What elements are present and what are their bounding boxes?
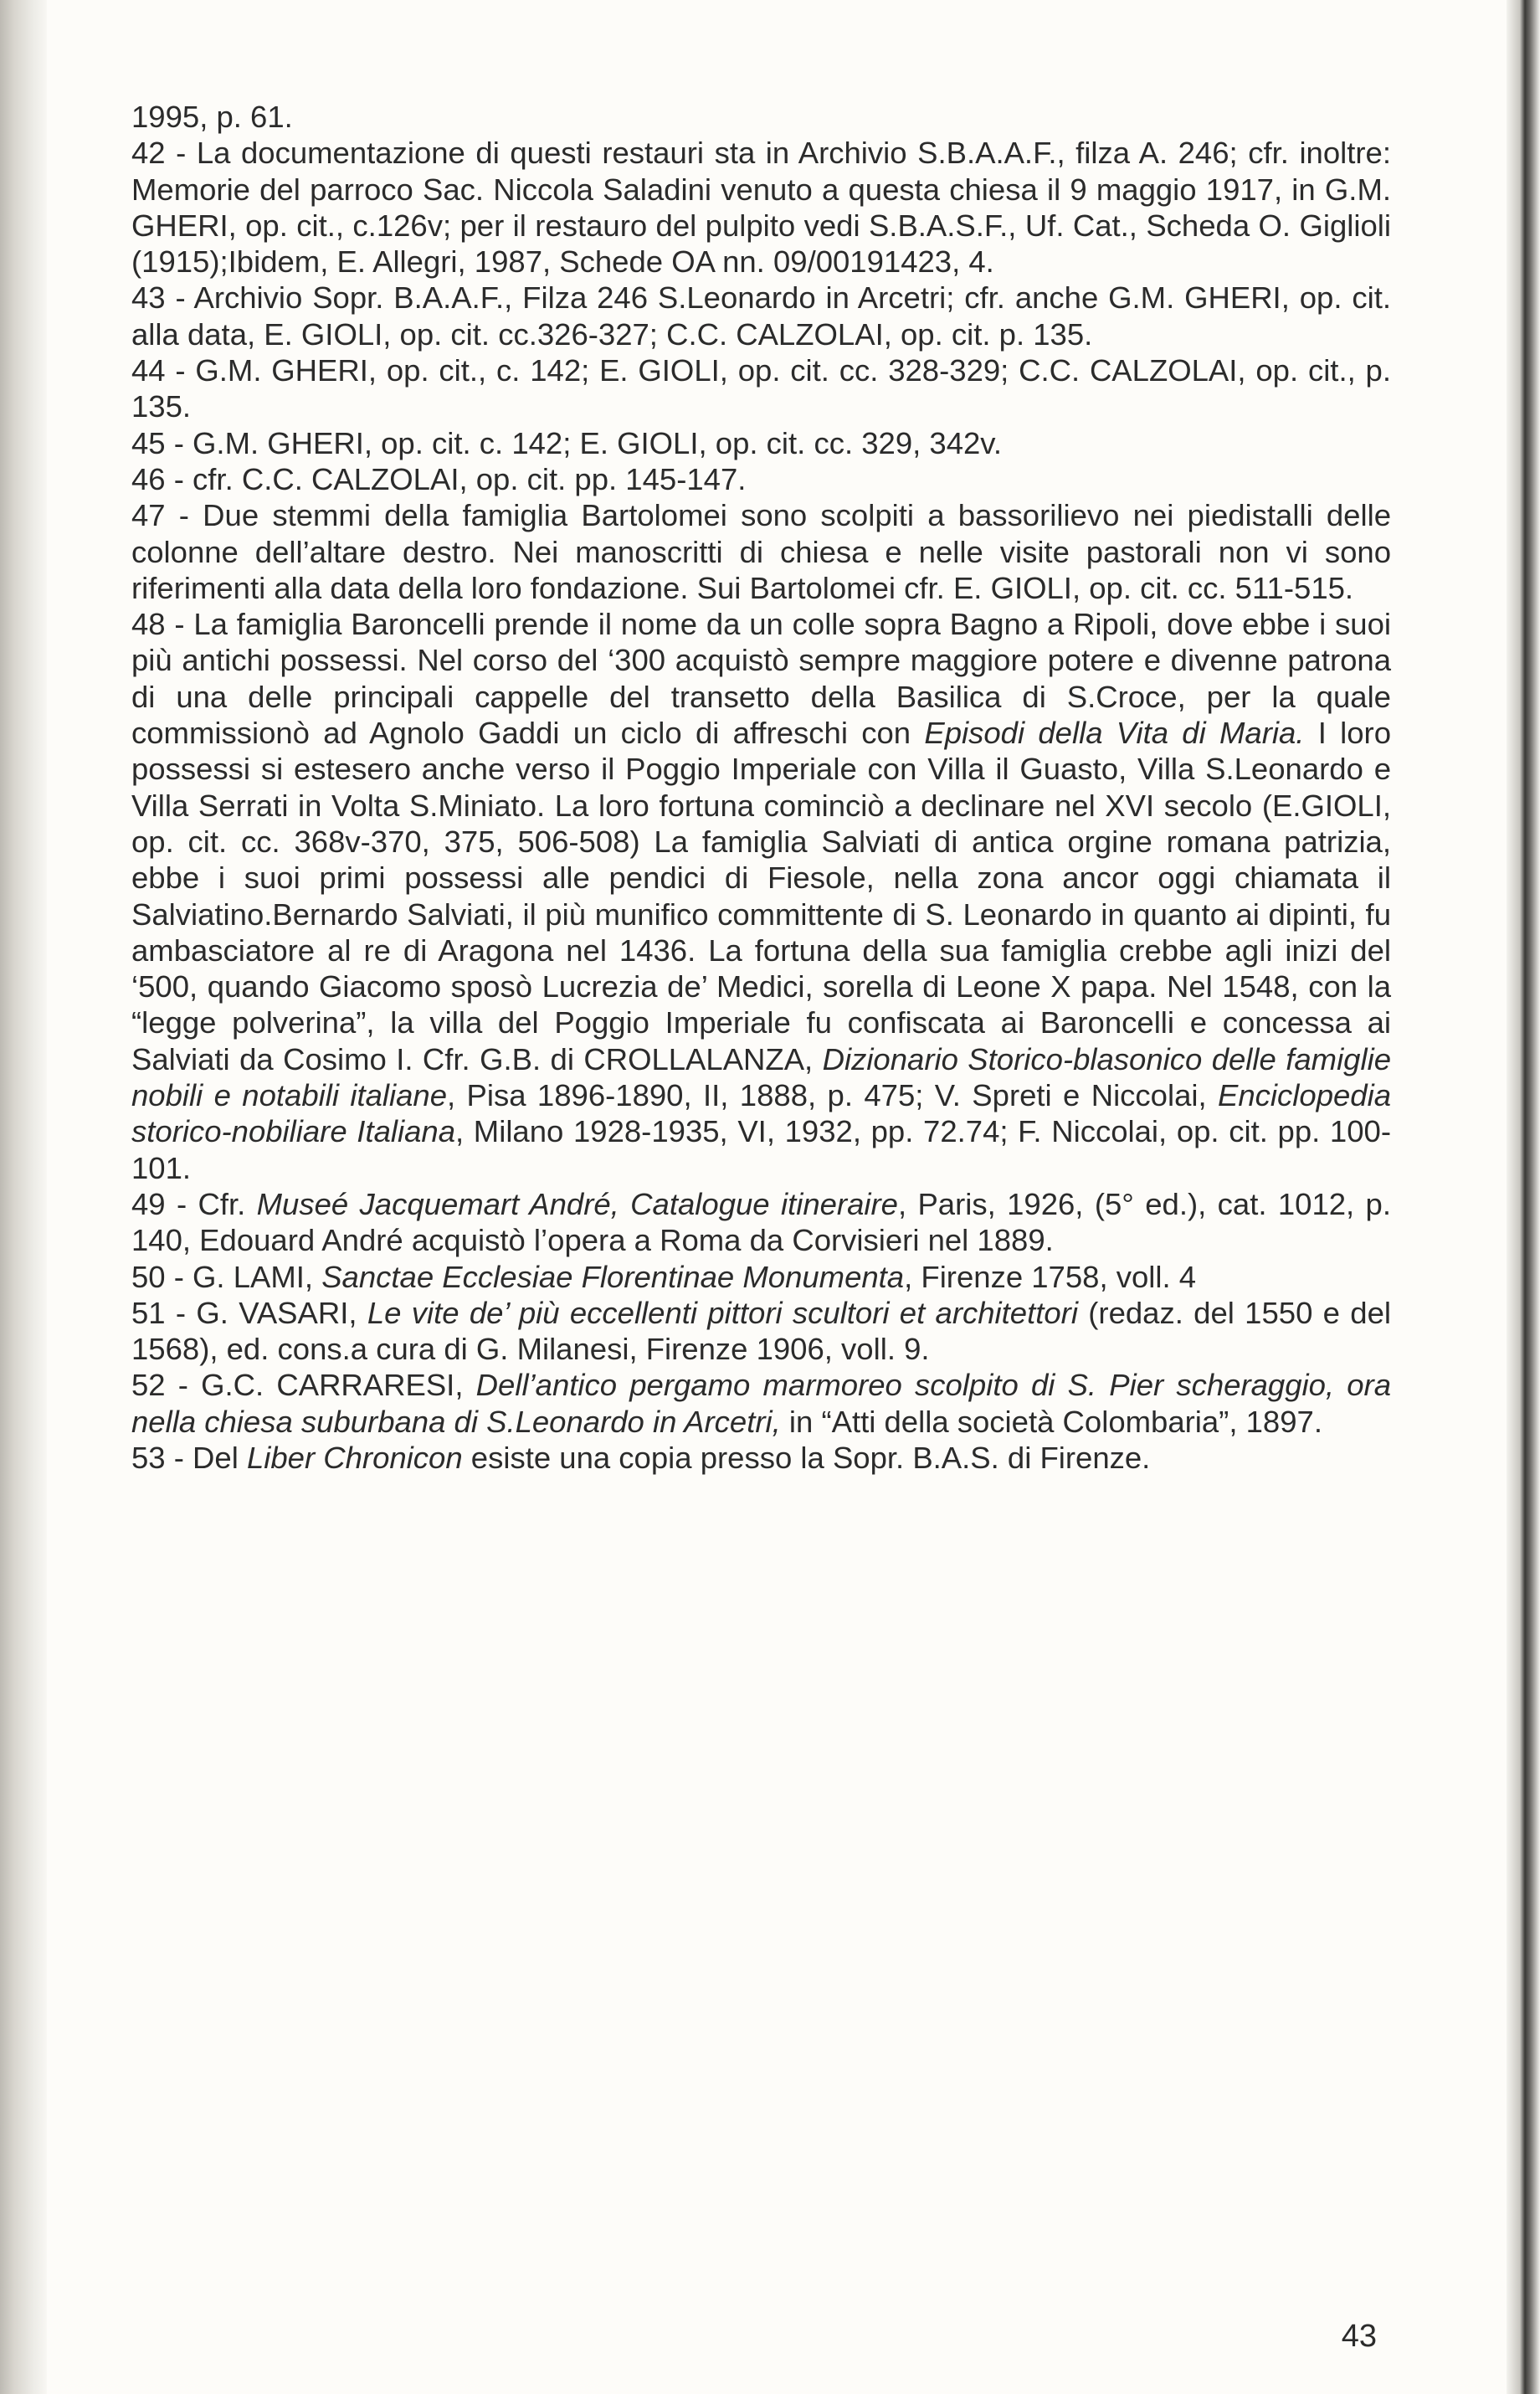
note-50-text-b: , Firenze 1758, voll. 4 <box>904 1259 1197 1294</box>
note-48-text-d: , Milano 1928-1935, VI, 1932, pp. 72.74; F. Niccolai, op. cit. pp. 100-101. <box>131 1114 1391 1185</box>
note-46: 46 - cfr. C.C. CALZOLAI, op. cit. pp. 145-147. <box>131 461 747 496</box>
note-49 <box>131 1186 1391 1259</box>
footnotes-block <box>131 99 1391 1476</box>
note-48-text-b: I loro possessi si estesero anche verso il Poggio Imperiale con Villa il Guasto, Villa S.Leonardo e Villa Serrati in Volta S.Miniato. La loro fortuna cominciò a declinare nel XVI secolo (E.GIOLI, op. cit. cc. 368v-370, 375, 506-508) La famiglia Salviati di antica orgine romana patrizia, ebbe i suoi primi possessi alle pendici di Fiesole, nella zona ancor oggi chiamata il Salviatino.Bernardo Salviati, il più munifico committente di S. Leonardo in quanto ai dipinti, fu ambasciatore al re di Aragona nel 1436. La fortuna della sua famiglia crebbe agli inizi del ‘500, quando Giacomo sposò Lucrezia de’ Medici, sorella di Leone X papa. Nel 1548, con la “legge polverina”, la villa del Poggio Imperiale fu confiscata ai Baroncelli e concessa ai Salviati da Cosimo I. Cfr. G.B. di CROLLALANZA, <box>131 716 1392 1076</box>
note-51-text-a: 51 - G. VASARI, <box>131 1295 367 1330</box>
note-50-text-a: 50 - G. LAMI, <box>131 1259 322 1294</box>
note-48-title-a: Episodi della Vita di Maria. <box>924 716 1305 751</box>
note-48-title-b: Dizionario Storico-blasonico delle famiglie nobili e notabili italiane <box>131 1041 1391 1113</box>
note-50 <box>131 1259 1391 1295</box>
note-51-text-b: (redaz. del 1550 e del 1568), ed. cons.a cura di G. Milanesi, Firenze 1906, voll. 9. <box>131 1295 1391 1367</box>
page-number: 43 <box>1341 2319 1377 2354</box>
note-53-text-a: 53 - Del <box>131 1440 247 1475</box>
note-52-text-a: 52 - G.C. CARRARESI, <box>131 1368 476 1403</box>
book-right-edge <box>1507 0 1540 2394</box>
note-48-text-a: 48 - La famiglia Baroncelli prende il nome da un colle sopra Bagno a Ripoli, dove ebbe i suoi più antichi possessi. Nel corso del ‘300 acquistò sempre maggiore potere e divenne patrona di una delle principali cappelle del transetto della Basilica di S.Croce, per la quale commissionò ad Agnolo Gaddi un ciclo di affreschi con <box>131 607 1391 751</box>
note-44: 44 - G.M. GHERI, op. cit., c. 142; E. GIOLI, op. cit. cc. 328-329; C.C. CALZOLAI, op. cit., p. 135. <box>131 353 1391 424</box>
note-43: 43 - Archivio Sopr. B.A.A.F., Filza 246 S.Leonardo in Arcetri; cfr. anche G.M. GHERI, op. cit. alla data, E. GIOLI, op. cit. cc.326-327; C.C. CALZOLAI, op. cit. p. 135. <box>131 280 1391 352</box>
note-45: 45 - G.M. GHERI, op. cit. c. 142; E. GIOLI, op. cit. cc. 329, 342v. <box>131 425 1002 460</box>
note-49-text-b: , Paris, 1926, (5° ed.), cat. 1012, p. 140, Edouard André acquistò l’opera a Roma da Corvisieri nel 1889. <box>131 1186 1391 1258</box>
note-49-title: Museé Jacquemart André, Catalogue itineraire <box>256 1186 898 1221</box>
note-49-text-a: 49 - Cfr. <box>131 1186 257 1221</box>
note-42: 42 - La documentazione di questi restauri sta in Archivio S.B.A.A.F., filza A. 246; cfr. inoltre: Memorie del parroco Sac. Niccola Saladini venuto a questa chiesa il 9 maggio 1917, in G.M. GHERI, op. cit., c.126v; per il restauro del pulpito vedi S.B.A.S.F., Uf. Cat., Scheda O. Giglioli (1915);Ibidem, E. Allegri, 1987, Schede OA nn. 09/00191423, 4. <box>131 136 1391 280</box>
note-53-text-b: esiste una copia presso la Sopr. B.A.S. di Firenze. <box>462 1440 1151 1475</box>
note-52 <box>131 1367 1391 1440</box>
note-53 <box>131 1440 1391 1476</box>
note-48-title-c: Enciclopedia storico-nobiliare Italiana <box>131 1078 1392 1149</box>
note-52-title: Dell’antico pergamo marmoreo scolpito di S. Pier scheraggio, ora nella chiesa suburbana di S.Leonardo in Arcetri, <box>131 1368 1392 1439</box>
note-51-title: Le vite de’ più eccellenti pittori scultori et architettori <box>367 1295 1078 1330</box>
note-47: 47 - Due stemmi della famiglia Bartolomei sono scolpiti a bassorilievo nei piedistalli delle colonne dell’altare destro. Nei manoscritti di chiesa e nelle visite pastorali non vi sono riferimenti alla data della loro fondazione. Sui Bartolomei cfr. E. GIOLI, op. cit. cc. 511-515. <box>131 498 1391 605</box>
note-48 <box>131 606 1391 1186</box>
note-48-text-c: , Pisa 1896-1890, II, 1888, p. 475; V. Spreti e Niccolai, <box>447 1078 1219 1113</box>
note-50-title: Sanctae Ecclesiae Florentinae Monumenta <box>321 1259 905 1294</box>
note-53-title: Liber Chronicon <box>246 1440 463 1475</box>
note-52-text-b: in “Atti della società Colombaria”, 1897. <box>780 1404 1322 1439</box>
note-51 <box>131 1295 1391 1368</box>
page-left-shadow <box>0 0 47 2394</box>
note-41-continuation: 1995, p. 61. <box>131 100 293 134</box>
